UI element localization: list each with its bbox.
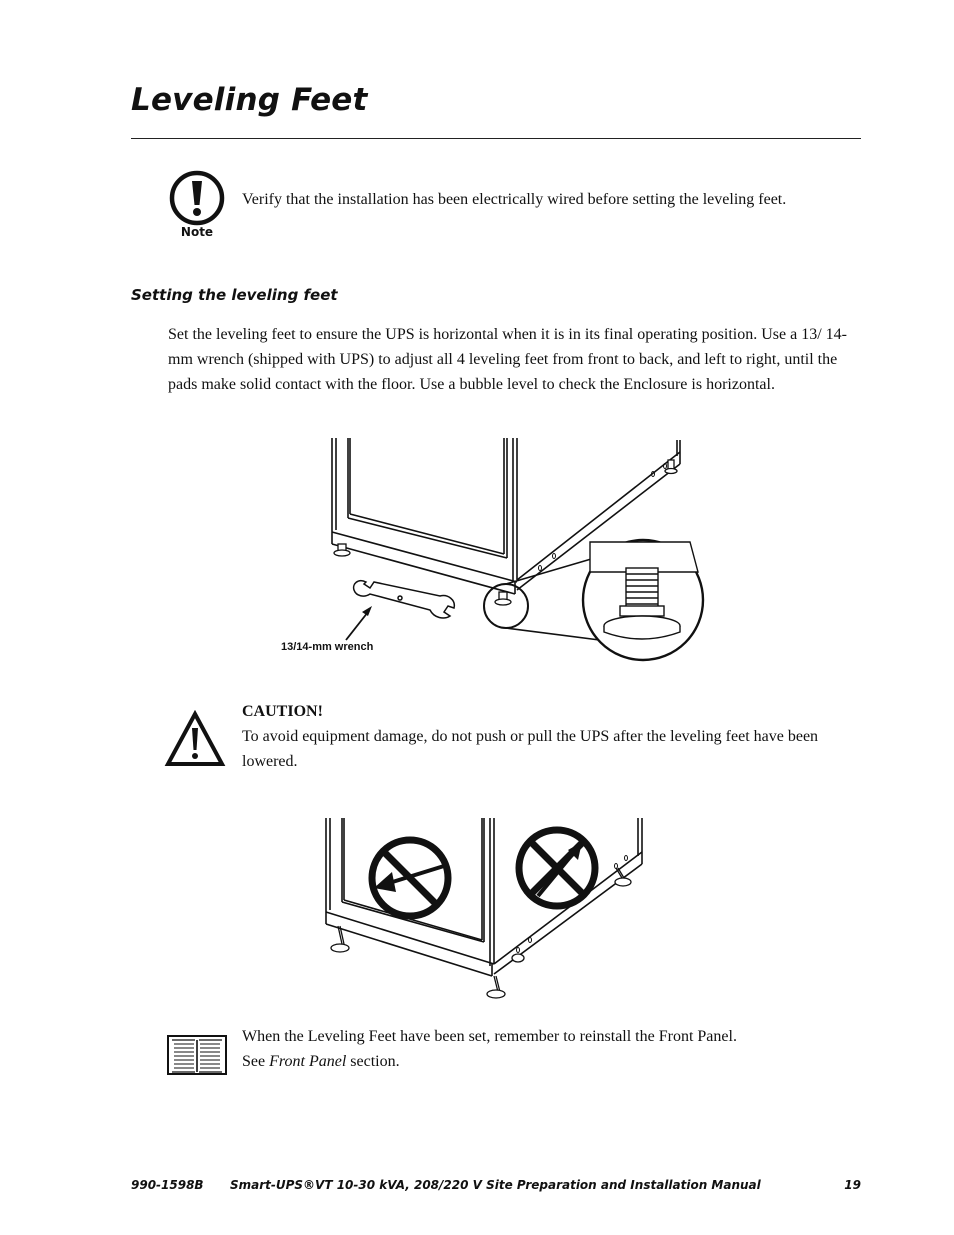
no-push-pull-diagram [320, 812, 650, 1002]
caution-text: To avoid equipment damage, do not push or pull the UPS after the leveling feet have been lowered. [242, 728, 819, 770]
note-text: Verify that the installation has been electrically wired before setting the leveling feet. [242, 191, 787, 208]
leveling-foot-diagram [270, 432, 720, 662]
title-divider [131, 138, 861, 139]
front-panel-link[interactable]: Front Panel [269, 1053, 347, 1070]
note-exclamation-icon [166, 168, 228, 242]
note-label: Note [180, 225, 214, 239]
wrench-label: 13/14-mm wrench [281, 641, 374, 653]
footer-page-number: 19 [844, 1178, 861, 1192]
caution-title: CAUTION! [242, 703, 323, 720]
footer-manual-title: Smart-UPS®VT 10-30 kVA, 208/220 V Site Preparation and Installation Manual [230, 1178, 761, 1192]
reference-line-2 [242, 1049, 400, 1074]
section-paragraph: Set the leveling feet to ensure the UPS is horizontal when it is in its final operating position. Use a 13/ 14-mm wrench (shipped with UPS) to adjust all 4 leveling feet from front to back, and left to right, until the pads make solid contact with the floor. Use a bubble level to check the Enclosure is horizontal. [168, 326, 847, 393]
reference-suffix: section. [346, 1053, 400, 1070]
manual-book-icon [166, 1034, 228, 1076]
page-title: Leveling Feet [131, 82, 368, 118]
reference-prefix: See [242, 1053, 270, 1070]
warning-triangle-icon [164, 710, 226, 768]
footer-doc-number: 990-1598B [131, 1178, 204, 1192]
section-heading: Setting the leveling feet [131, 286, 338, 304]
reference-line-1: When the Leveling Feet have been set, remember to reinstall the Front Panel. [242, 1028, 737, 1045]
